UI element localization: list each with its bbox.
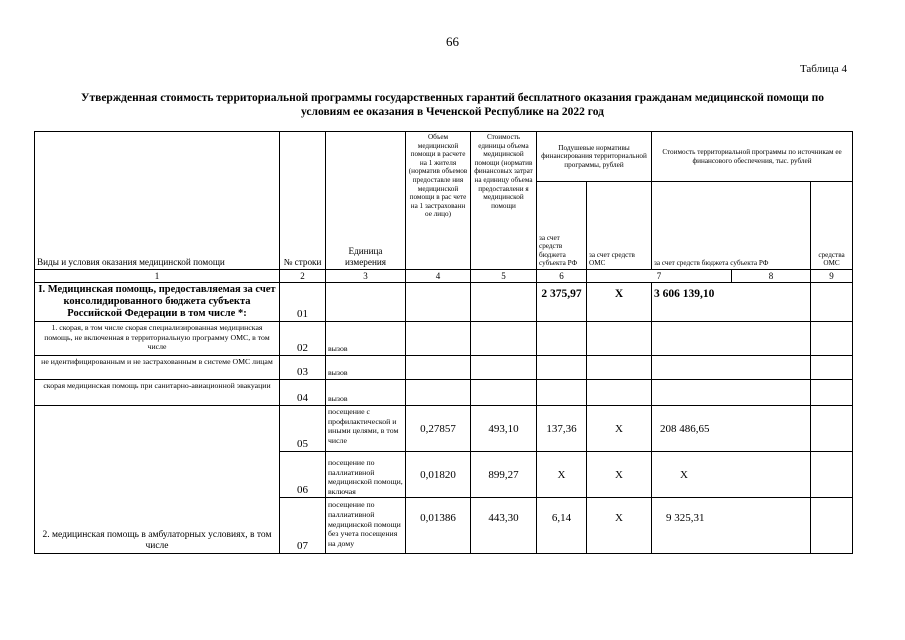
- row-unit-cost: 493,10: [471, 406, 537, 452]
- header-program-cost-group: Стоимость территориальной программы по источникам ее финансового обеспечения, тыс. рублей: [652, 132, 853, 182]
- row-budget-per-capita: 137,36: [537, 406, 587, 452]
- row-code: 07: [280, 498, 326, 554]
- row-oms-cost: [811, 406, 853, 452]
- header-row-number: № строки: [280, 132, 326, 270]
- col-number: 5: [471, 270, 537, 283]
- row-budget-per-capita: 6,14: [537, 498, 587, 554]
- row-budget-per-capita: X: [537, 452, 587, 498]
- row-oms-cost: [811, 452, 853, 498]
- row-name: I. Медицинская помощь, предоставляемая за счет консолидированного бюджета субъекта Российской Федерации в том числе *:: [35, 283, 280, 322]
- row-name: скорая медицинская помощь при санитарно-авиационной эвакуации: [35, 380, 280, 406]
- table-label: Таблица 4: [799, 63, 847, 75]
- page-number: 66: [446, 34, 459, 49]
- row-budget-cost: 9 325,31: [652, 498, 811, 554]
- header-per-capita-group: Подушевые нормативы финансирования территориальной программы, рублей: [537, 132, 652, 182]
- row-name: 2. медицинская помощь в амбулаторных условиях, в том числе: [35, 406, 280, 554]
- row-budget-cost: 3 606 139,10: [652, 283, 811, 322]
- header-oms-per-capita: за счет средств ОМС: [587, 182, 652, 270]
- row-unit: посещение с профилактической и иными целями, в том числе: [326, 406, 406, 452]
- header-budget-per-capita: за счет средств бюджета субъекта РФ: [537, 182, 587, 270]
- col-number: 1: [35, 270, 280, 283]
- row-name: не идентифицированным и не застрахованным в системе ОМС лицам: [35, 356, 280, 380]
- row-code: 06: [280, 452, 326, 498]
- table-row: [35, 356, 853, 380]
- header-oms-cost: средства ОМС: [811, 182, 853, 270]
- col-number: 6: [537, 270, 587, 283]
- document-title: Утвержденная стоимость территориальной программы государственных гарантий бесплатного оказания гражданам медицинской помощи по условиям ее оказания в Чеченской Республике на 2022 год: [81, 92, 824, 118]
- table-row: [35, 380, 853, 406]
- col-number: 2: [280, 270, 326, 283]
- row-oms-per-capita: X: [587, 498, 652, 554]
- row-oms-per-capita: X: [587, 406, 652, 452]
- table-row: [35, 322, 853, 356]
- col-number: 4: [406, 270, 471, 283]
- row-budget-cost: 208 486,65: [652, 406, 811, 452]
- table-row: [35, 406, 853, 452]
- row-volume: 0,01820: [406, 452, 471, 498]
- row-unit: [326, 283, 406, 322]
- row-unit-cost: [471, 283, 537, 322]
- col-number: 9: [811, 270, 853, 283]
- row-volume: 0,01386: [406, 498, 471, 554]
- header-unit: Единица измерения: [326, 132, 406, 270]
- row-code: 05: [280, 406, 326, 452]
- row-unit: вызов: [326, 356, 406, 380]
- row-oms-per-capita: X: [587, 283, 652, 322]
- header-unit-cost: Стоимость единицы объема медицинской помощи (норматив финансовых затрат на единицу объема предоставлени я медицинской помощи: [471, 132, 537, 270]
- row-oms-cost: [811, 283, 853, 322]
- col-number: 3: [326, 270, 406, 283]
- row-budget-per-capita: 2 375,97: [537, 283, 587, 322]
- header-kinds: Виды и условия оказания медицинской помощи: [35, 132, 280, 270]
- row-code: 02: [280, 322, 326, 356]
- row-unit-cost: 443,30: [471, 498, 537, 554]
- row-code: 04: [280, 380, 326, 406]
- row-unit-cost: 899,27: [471, 452, 537, 498]
- row-unit: посещение по паллиативной медицинской помощи, включая: [326, 452, 406, 498]
- row-volume: [406, 283, 471, 322]
- header-budget-cost: за счет средств бюджета субъекта РФ: [652, 182, 811, 270]
- row-volume: 0,27857: [406, 406, 471, 452]
- row-name: 1. скорая, в том числе скорая специализированная медицинская помощь, не включенная в территориальную программу ОМС, в том числе: [35, 322, 280, 356]
- table-row: [35, 283, 853, 322]
- row-oms-per-capita: X: [587, 452, 652, 498]
- row-unit: посещение по паллиативной медицинской помощи без учета посещения на дому: [326, 498, 406, 554]
- row-unit: вызов: [326, 322, 406, 356]
- col-number: 8: [732, 270, 811, 283]
- row-budget-cost: X: [652, 452, 811, 498]
- row-code: 03: [280, 356, 326, 380]
- col-number: 7: [587, 270, 732, 283]
- row-oms-cost: [811, 498, 853, 554]
- row-unit: вызов: [326, 380, 406, 406]
- header-volume: Объем медицинской помощи в расчете на 1 жителя (норматив объемов предоставле ния медицинской помощи в рас чете на 1 застрахованн ое лицо): [406, 132, 471, 270]
- row-code: 01: [280, 283, 326, 322]
- cost-table: [34, 131, 853, 554]
